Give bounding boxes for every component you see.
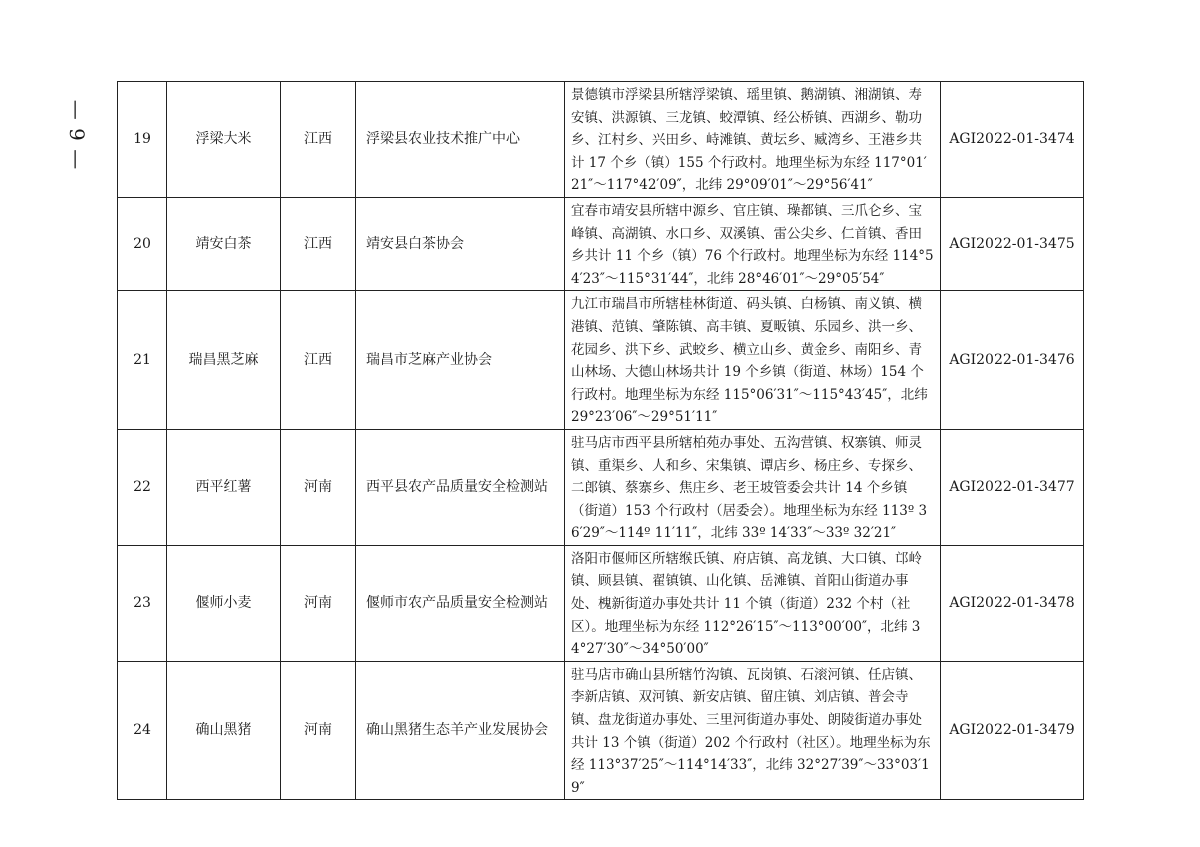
certificate-code: AGI2022-01-3474: [941, 82, 1084, 198]
row-number: 24: [118, 661, 167, 800]
province: 河南: [281, 429, 356, 545]
province: 江西: [281, 197, 356, 290]
applicant-unit: 确山黑猪生态羊产业发展协会: [356, 661, 565, 800]
table-row: [118, 545, 1084, 661]
page-number-text: — 9 —: [65, 99, 90, 171]
page-number: [62, 95, 92, 175]
applicant-unit: 偃师市农产品质量安全检测站: [356, 545, 565, 661]
protected-area: 九江市瑞昌市所辖桂林街道、码头镇、白杨镇、南义镇、横港镇、范镇、肇陈镇、高丰镇、夏畈镇、乐园乡、洪一乡、花园乡、洪下乡、武蛟乡、横立山乡、黄金乡、南阳乡、青山林场、大德山林场共计 19 个乡镇（街道、林场）154 个行政村。地理坐标为东经 115°06′31″～115°43′45″，北纬 29°23′06″～29°51′11″: [565, 291, 941, 430]
applicant-unit: 西平县农产品质量安全检测站: [356, 429, 565, 545]
table-row: [118, 197, 1084, 290]
province: 河南: [281, 661, 356, 800]
applicant-unit: 靖安县白茶协会: [356, 197, 565, 290]
applicant-unit: 瑞昌市芝麻产业协会: [356, 291, 565, 430]
protected-area: 宜春市靖安县所辖中源乡、官庄镇、璪都镇、三爪仑乡、宝峰镇、高湖镇、水口乡、双溪镇、雷公尖乡、仁首镇、香田乡共计 11 个乡（镇）76 个行政村。地理坐标为东经 114°54′23″～115°31′44″，北纬 28°46′01″～29°05′54″: [565, 197, 941, 290]
row-number: 22: [118, 429, 167, 545]
certificate-code: AGI2022-01-3478: [941, 545, 1084, 661]
province: 江西: [281, 291, 356, 430]
certificate-code: AGI2022-01-3476: [941, 291, 1084, 430]
product-name: 靖安白茶: [167, 197, 281, 290]
table-row: [118, 429, 1084, 545]
product-name: 西平红薯: [167, 429, 281, 545]
product-name: 偃师小麦: [167, 545, 281, 661]
product-name: 确山黑猪: [167, 661, 281, 800]
table-row: [118, 291, 1084, 430]
row-number: 21: [118, 291, 167, 430]
applicant-unit: 浮梁县农业技术推广中心: [356, 82, 565, 198]
protected-area: 景德镇市浮梁县所辖浮梁镇、瑶里镇、鹅湖镇、湘湖镇、寿安镇、洪源镇、三龙镇、蛟潭镇、经公桥镇、西湖乡、勒功乡、江村乡、兴田乡、峙滩镇、黄坛乡、臧湾乡、王港乡共计 17 个乡（镇）155 个行政村。地理坐标为东经 117°01′21″～117°42′09″，北纬 29°09′01″～29°56′41″: [565, 82, 941, 198]
protected-area: 驻马店市确山县所辖竹沟镇、瓦岗镇、石滚河镇、任店镇、李新店镇、双河镇、新安店镇、留庄镇、刘店镇、普会寺镇、盘龙街道办事处、三里河街道办事处、朗陵街道办事处共计 13 个镇（街道）202 个行政村（社区）。地理坐标为东经 113°37′25″～114°14′33″，北纬 32°27′39″～33°03′19″: [565, 661, 941, 800]
protected-area: 洛阳市偃师区所辖缑氏镇、府店镇、高龙镇、大口镇、邙岭镇、顾县镇、翟镇镇、山化镇、岳滩镇、首阳山街道办事处、槐新街道办事处共计 11 个镇（街道）232 个村（社区）。地理坐标为东经 112°26′15″～113°00′00″，北纬 34°27′30″～34°50′00″: [565, 545, 941, 661]
row-number: 19: [118, 82, 167, 198]
table-row: [118, 661, 1084, 800]
row-number: 23: [118, 545, 167, 661]
product-name: 浮梁大米: [167, 82, 281, 198]
product-name: 瑞昌黑芝麻: [167, 291, 281, 430]
certificate-code: AGI2022-01-3477: [941, 429, 1084, 545]
province: 江西: [281, 82, 356, 198]
row-number: 20: [118, 197, 167, 290]
registration-table: [117, 81, 1084, 800]
province: 河南: [281, 545, 356, 661]
certificate-code: AGI2022-01-3475: [941, 197, 1084, 290]
protected-area: 驻马店市西平县所辖柏苑办事处、五沟营镇、权寨镇、师灵镇、重渠乡、人和乡、宋集镇、谭店乡、杨庄乡、专探乡、二郎镇、蔡寨乡、焦庄乡、老王坡管委会共计 14 个乡镇（街道）153 个行政村（居委会）。地理坐标为东经 113º 36′29″～114º 11′11″，北纬 33º 14′33″～33º 32′21″: [565, 429, 941, 545]
table-row: [118, 82, 1084, 198]
certificate-code: AGI2022-01-3479: [941, 661, 1084, 800]
